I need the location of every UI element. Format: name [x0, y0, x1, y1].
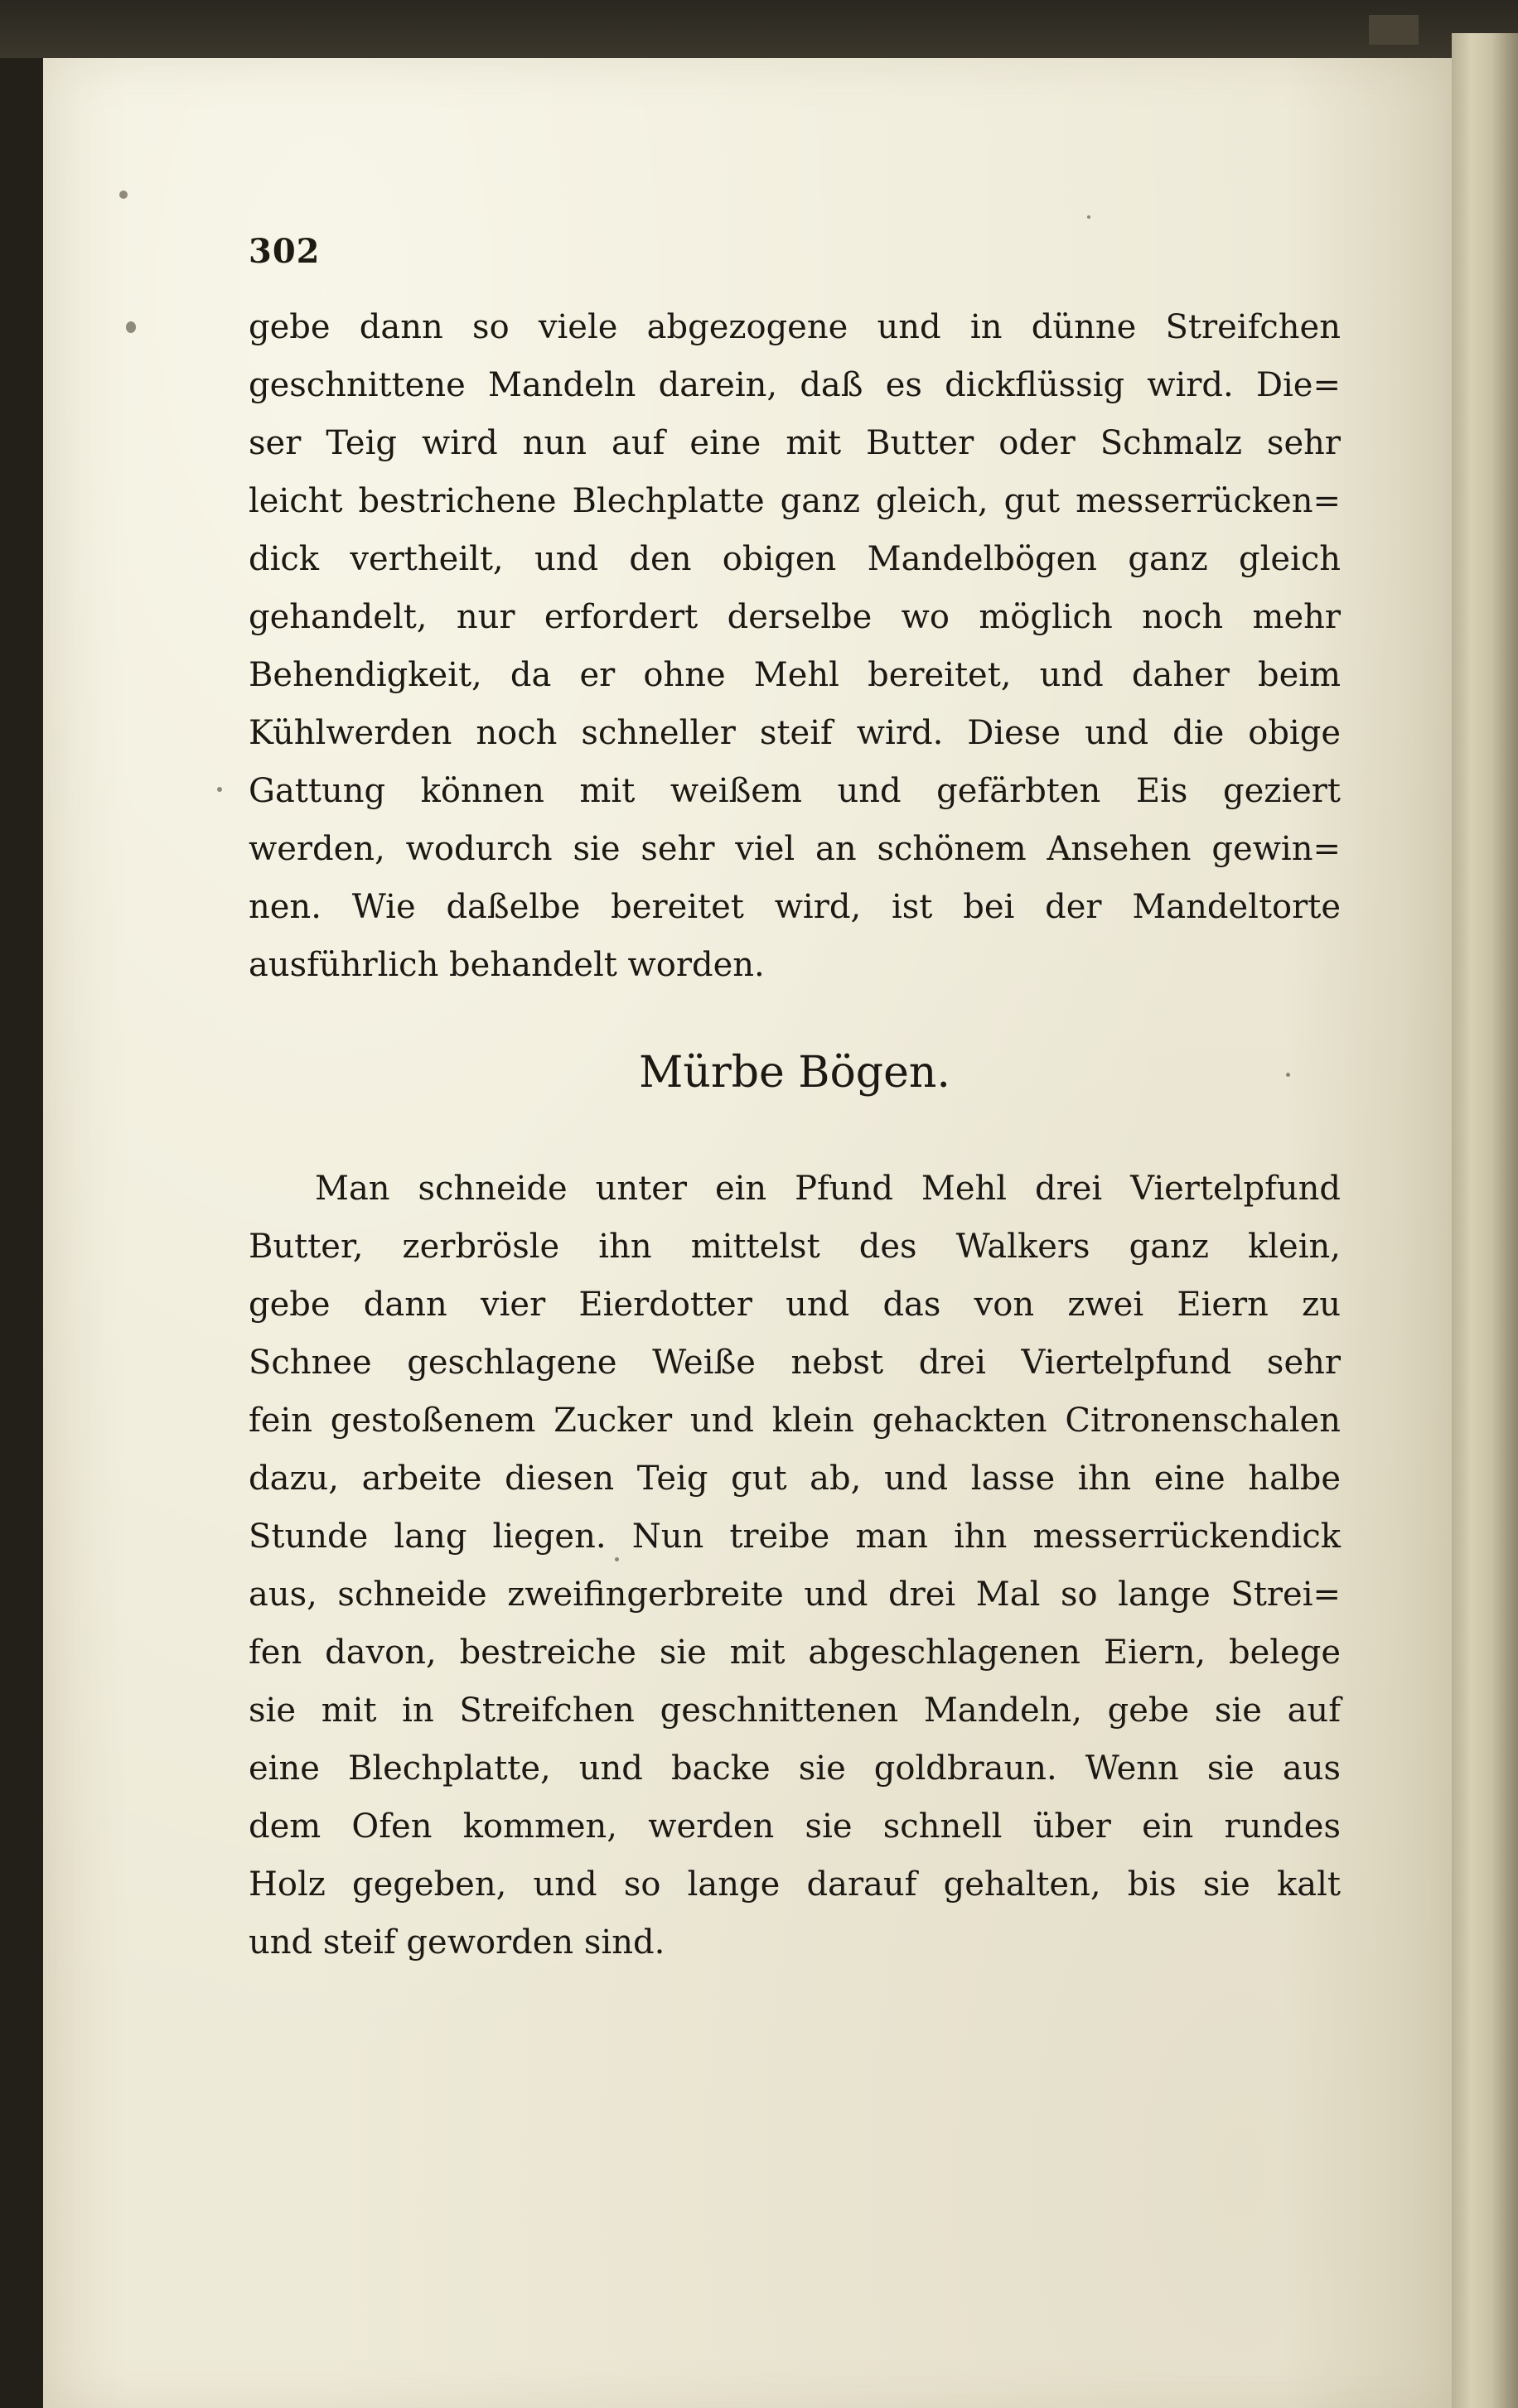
text-line: gebe dann vier Eierdotter und das von zwei Eiern zu [249, 1286, 1341, 1324]
text-line: aus, schneide zweifingerbreite und drei Mal so lange Strei= [249, 1576, 1341, 1614]
text-line: dazu, arbeite diesen Teig gut ab, und lasse ihn eine halbe [249, 1460, 1341, 1498]
paragraph-continued [249, 298, 1341, 994]
book-fore-edge [1452, 33, 1518, 2408]
text-line: gebe dann so viele abgezogene und in dünne Streifchen [249, 308, 1341, 346]
text-line: werden, wodurch sie sehr viel an schönem Ansehen gewin= [249, 830, 1341, 868]
text-line: dick vertheilt, und den obigen Mandelbögen ganz gleich [249, 540, 1341, 578]
text-line: ser Teig wird nun auf eine mit Butter oder Schmalz sehr [249, 424, 1341, 462]
scan-top-border [0, 0, 1518, 58]
paragraph-recipe [249, 1160, 1341, 1971]
text-line: Gattung können mit weißem und gefärbten Eis geziert [249, 772, 1341, 810]
text-line: fen davon, bestreiche sie mit abgeschlagenen Eiern, belege [249, 1633, 1341, 1672]
text-line: geschnittene Mandeln darein, daß es dickflüssig wird. Die= [249, 366, 1341, 404]
text-line: dem Ofen kommen, werden sie schnell über ein rundes [249, 1807, 1341, 1846]
text-line: sie mit in Streifchen geschnittenen Mandeln, gebe sie auf [249, 1691, 1341, 1730]
text-line: Man schneide unter ein Pfund Mehl drei Viertelpfund [315, 1170, 1341, 1208]
text-line: Holz gegeben, und so lange darauf gehalten, bis sie kalt [249, 1865, 1341, 1904]
text-line: eine Blechplatte, und backe sie goldbraun. Wenn sie aus [249, 1749, 1341, 1788]
text-line: Stunde lang liegen. Nun treibe man ihn messerrückendick [249, 1518, 1341, 1556]
page-number: 302 [249, 232, 321, 271]
text-line: leicht bestrichene Blechplatte ganz gleich, gut messerrücken= [249, 482, 1341, 520]
text-line: ausführlich behandelt worden. [249, 946, 765, 984]
text-line: Schnee geschlagene Weiße nebst drei Viertelpfund sehr [249, 1344, 1341, 1382]
text-line: fein gestoßenem Zucker und klein gehackten Citronenschalen [249, 1402, 1341, 1440]
text-line: Butter, zerbrösle ihn mittelst des Walkers ganz klein, [249, 1228, 1341, 1266]
text-line: gehandelt, nur erfordert derselbe wo möglich noch mehr [249, 598, 1341, 636]
text-line: nen. Wie daßelbe bereitet wird, ist bei der Mandeltorte [249, 888, 1341, 926]
binding-tab [1369, 15, 1419, 45]
section-heading: Mürbe Bögen. [639, 1048, 950, 1098]
text-line: Behendigkeit, da er ohne Mehl bereitet, und daher beim [249, 656, 1341, 694]
text-line: Kühlwerden noch schneller steif wird. Diese und die obige [249, 714, 1341, 752]
text-line: und steif geworden sind. [249, 1923, 665, 1962]
